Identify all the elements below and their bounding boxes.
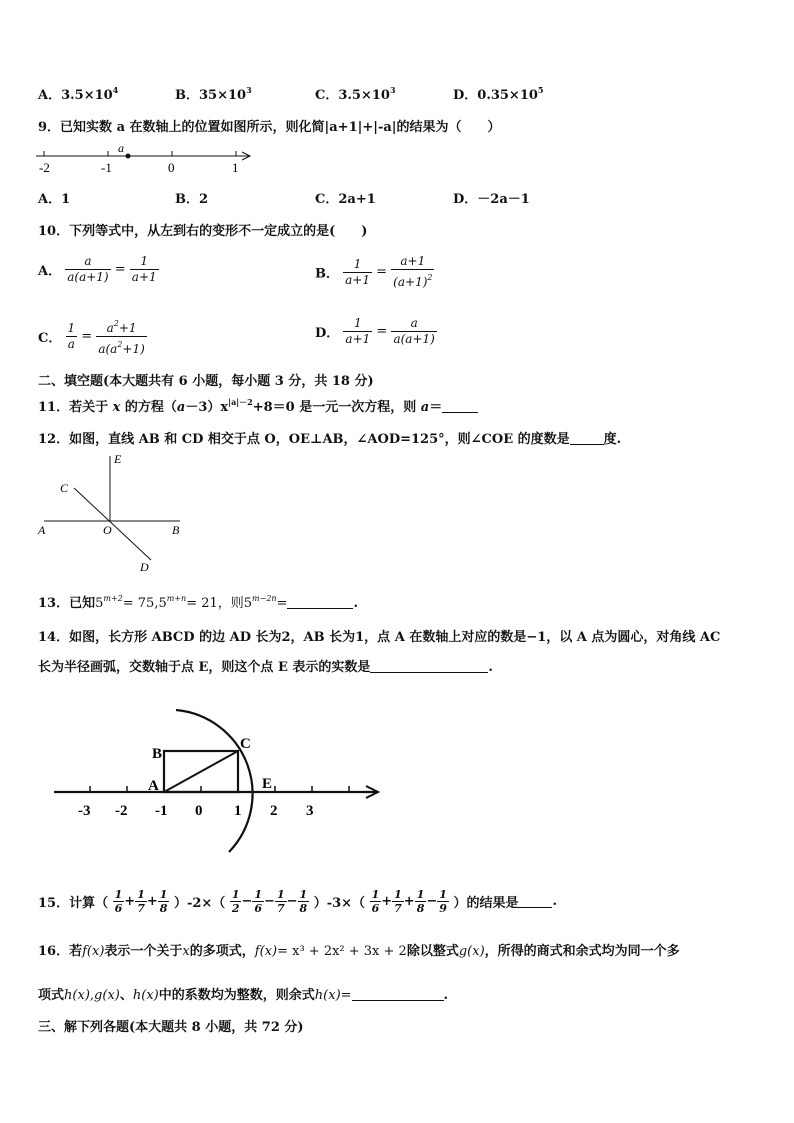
q14-line-2: 长为半径画弧，交数轴于点 E，则这个点 E 表示的实数是 .	[38, 660, 493, 675]
answer-blank	[352, 988, 444, 1001]
svg-text:C: C	[60, 481, 69, 495]
section-3-heading: 三、解下列各题(本大题共 8 小题，共 72 分)	[38, 1020, 304, 1035]
answer-blank	[518, 895, 552, 908]
tick-label: -1	[101, 160, 112, 175]
q14-line-1: 14．如图，长方形 ABCD 的边 AD 长为2，AB 长为1，点 A 在数轴上对应的数是−1，以 A 点为圆心，对角线 AC	[38, 630, 721, 645]
point-a-dot	[126, 154, 131, 159]
svg-text:E: E	[262, 776, 273, 792]
q12-figure	[30, 450, 200, 580]
q9-option-d: D．－2a－1	[453, 192, 530, 207]
point-a-label: a	[118, 141, 124, 155]
svg-text:-1: -1	[155, 803, 168, 819]
answer-blank	[287, 596, 353, 609]
svg-text:2: 2	[270, 803, 278, 819]
svg-text:-3: -3	[78, 803, 91, 819]
q16-line-2: 项式h(x),g(x)、h(x)中的系数均为整数，则余式h(x)= .	[38, 988, 449, 1003]
answer-blank	[570, 432, 604, 445]
answer-blank	[442, 400, 478, 413]
q8-option-c: C．$3.5\times 10^3$	[315, 85, 396, 103]
q9-option-a: A．1	[38, 192, 71, 207]
q11-stem: 11．若关于 x 的方程$(a-3)x^{|a|-2}+8=0$ 是一元一次方程，则 a＝	[38, 396, 478, 415]
svg-text:C: C	[240, 736, 251, 752]
q16-line-1: 16．若f(x)表示一个关于x的多项式，f(x)= x³ + 2x² + 3x + 2除以整式g(x)，所得的商式和余式均为同一个多	[38, 944, 680, 959]
tick-label: 1	[232, 160, 239, 175]
q13-stem: 13．已知$5^{m+2}= 75,5^{m+n}= 21$，则$5^{m-2n}=$ .	[38, 594, 359, 611]
q8-option-a: A．$3.5\times 10^4$	[38, 85, 119, 103]
svg-text:A: A	[38, 523, 46, 537]
svg-text:E: E	[114, 452, 122, 466]
svg-text:D: D	[140, 560, 149, 574]
q8-option-b: B．$35\times 10^3$	[175, 85, 252, 103]
q9-option-b: B．2	[175, 192, 209, 207]
svg-text:3: 3	[306, 803, 314, 819]
svg-text:1: 1	[234, 803, 242, 819]
q15-stem: 15．计算（ $\frac{1}{6}$ + $\frac{1}{7}$ + $\frac{1}{8}$ ）-2×（ $\frac{1}{2}$ − $\frac{1}{6}$ − $\frac{1}{7}$ − $\frac{1}{8}$ ）-3×（ $\frac{1}{6}$ + $\frac{1}{7}$ + $\frac{1}{8}$ − $\frac{1}{9}$ ）的结果是 .	[38, 888, 557, 915]
q10-option-a: A． $\frac{a}{a(a+1)}$ = $\frac{1}{a+1}$	[38, 254, 157, 284]
svg-text:-2: -2	[115, 803, 128, 819]
svg-text:0: 0	[195, 803, 203, 819]
tick-label: 0	[168, 160, 175, 175]
q9-option-c: C．2a+1	[315, 192, 376, 207]
q9-stem: 9．已知实数 a 在数轴上的位置如图所示，则化简|a+1|+|-a|的结果为（ ）	[38, 120, 501, 135]
section-2-heading: 二、填空题(本大题共有 6 小题，每小题 3 分，共 18 分)	[38, 374, 374, 389]
svg-text:B: B	[152, 746, 163, 762]
q10-option-c: C． $\frac{1}{a}$ = $\frac{a^2+1}{a(a^2+1)}$	[38, 316, 147, 357]
svg-text:B: B	[172, 523, 180, 537]
svg-text:A: A	[148, 778, 159, 794]
q14-figure	[50, 706, 390, 856]
answer-blank	[370, 660, 488, 673]
q10-option-d: D． $\frac{1}{a+1}$ = $\frac{a}{a(a+1)}$	[315, 316, 435, 346]
q10-stem: 10．下列等式中，从左到右的变形不一定成立的是( )	[38, 224, 368, 239]
q12-stem: 12．如图，直线 AB 和 CD 相交于点 O，OE⊥AB，∠AOD=125°，则∠COE 的度数是 度.	[38, 432, 622, 447]
q9-number-line	[30, 138, 260, 178]
q10-option-b: B． $\frac{1}{a+1}$ = $\frac{a+1}{(a+1)^2}$	[315, 254, 433, 289]
tick-label: -2	[39, 160, 50, 175]
svg-text:O: O	[103, 523, 112, 537]
q8-option-d: D．$0.35\times 10^5$	[453, 85, 544, 103]
